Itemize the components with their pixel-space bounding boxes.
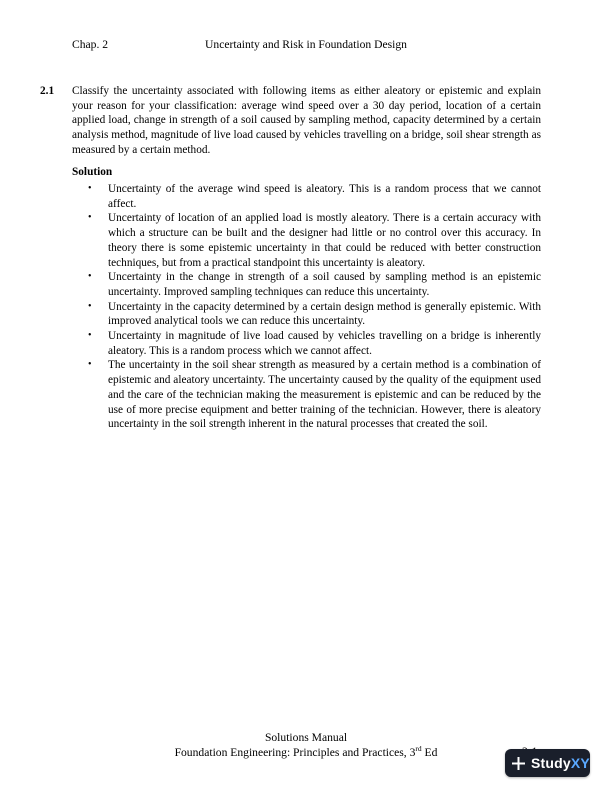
solution-item-text: Uncertainty of location of an applied load is mostly aleatory. There is a certain accuracy with which a structure can be built and the designer had little or no control over this accuracy. In theory there is some epistemic uncertainty in that could be reduced with better construction techniques, but from a practical standpoint this uncertainty is aleatory.: [108, 212, 541, 269]
studyxy-badge[interactable]: [505, 749, 590, 777]
footer-edition-sup: rd: [415, 743, 422, 753]
chapter-title: Uncertainty and Risk in Foundation Design: [205, 38, 407, 51]
footer-book-title: Foundation Engineering: Principles and Practices, 3: [174, 745, 416, 759]
solution-item-text: Uncertainty in magnitude of live load caused by vehicles travelling on a bridge is inherently aleatory. This is a random process which we cannot affect.: [108, 330, 541, 357]
solution-item: [72, 182, 541, 211]
solution-item-text: The uncertainty in the soil shear strength as measured by a certain method is a combination of epistemic and aleatory uncertainty. The uncertainty caused by the quality of the equipment used and the care of the technician making the measurement is epistemic and can be reduced by the use of more precise equipment and better training of the technician. However, there is aleatory uncertainty in the soil strength inherent in the natural processes that created the soil.: [108, 359, 541, 431]
chapter-label: Chap. 2: [72, 38, 109, 51]
solution-item: [72, 300, 541, 329]
solution-list: [72, 182, 541, 432]
solution-item: [72, 358, 541, 432]
bullet-icon: •: [88, 212, 92, 224]
solution-item: [72, 270, 541, 299]
solution-item: [72, 211, 541, 270]
footer-edition-end: Ed: [421, 745, 438, 759]
bullet-icon: •: [88, 359, 92, 371]
solution-item-text: Uncertainty of the average wind speed is aleatory. This is a random process that we cannot affect.: [108, 183, 541, 210]
solution-item-text: Uncertainty in the capacity determined by a certain design method is generally epistemic. With improved analytical tools we can reduce this uncertainty.: [108, 300, 541, 328]
bullet-icon: •: [88, 271, 92, 283]
solution-item: [72, 329, 541, 358]
page-header: [0, 37, 612, 53]
badge-brand: [531, 755, 590, 771]
bullet-icon: •: [88, 183, 92, 194]
footer-line-1: Solutions Manual: [264, 731, 348, 744]
problem-statement: [40, 84, 541, 158]
problem-text: Classify the uncertainty associated with following items as either aleatory or epistemic and explain your reason for your classification: average wind speed over a 30 day period, location of a certain applied load, change in strength of a soil caused by sampling method, capacity determined by a certain analysis method, magnitude of live load caused by vehicles travelling on a bridge, soil shear strength as measured by a certain method.: [72, 85, 541, 156]
bullet-icon: •: [88, 330, 92, 342]
badge-brand-main: Study: [531, 755, 571, 771]
solution-item-text: Uncertainty in the change in strength of a soil caused by sampling method is an epistemic uncertainty. Improved sampling techniques can reduce this uncertainty.: [108, 271, 541, 298]
plus-icon: [512, 757, 525, 770]
problem-number: 2.1: [40, 85, 55, 97]
badge-brand-accent: XY: [570, 755, 590, 771]
bullet-icon: •: [88, 300, 92, 312]
solution-heading: Solution: [72, 166, 113, 178]
